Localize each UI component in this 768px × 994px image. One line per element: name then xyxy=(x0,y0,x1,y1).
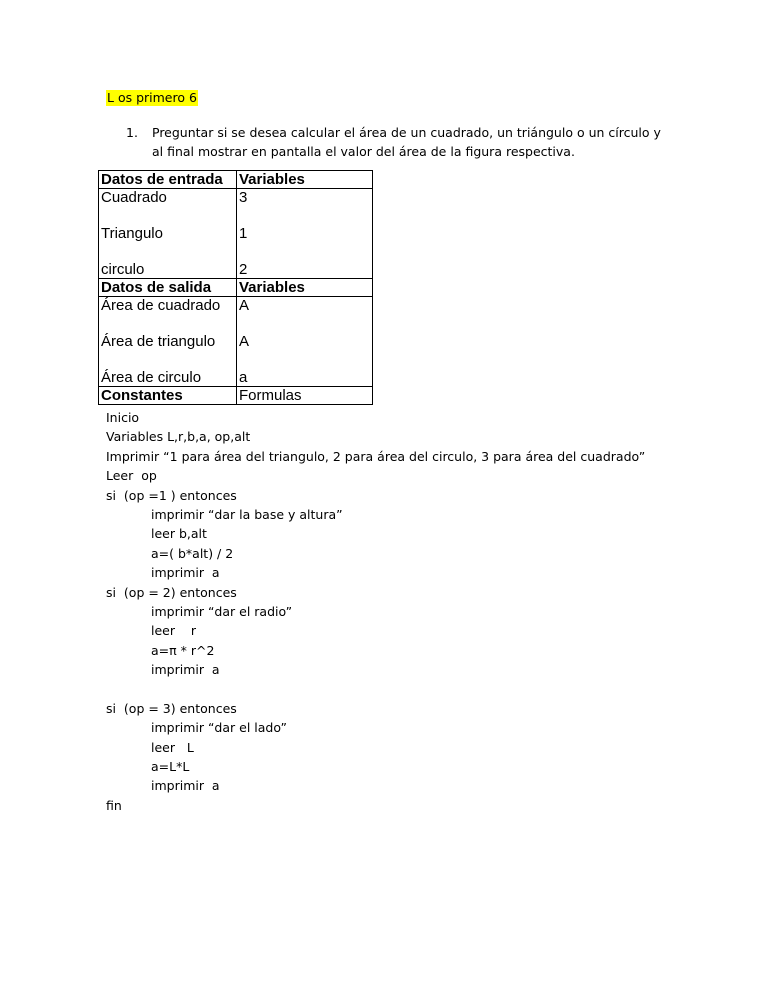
input-header-variables: Variables xyxy=(237,171,373,189)
algorithm-line: Leer op xyxy=(106,468,157,484)
formulas-label: Formulas xyxy=(237,387,373,405)
output-value: a xyxy=(239,369,248,386)
output-name: Área de cuadrado xyxy=(101,297,221,314)
output-header-variables: Variables xyxy=(237,279,373,297)
output-name: Área de triangulo xyxy=(101,333,216,350)
output-rows xyxy=(99,297,373,387)
input-header-label: Datos de entrada xyxy=(99,171,237,189)
highlighted-heading: L os primero 6 xyxy=(107,90,197,105)
question-number: 1. xyxy=(126,125,138,140)
algorithm-line: si (op = 3) entonces xyxy=(106,700,237,716)
input-name: Cuadrado xyxy=(101,189,167,206)
output-value: A xyxy=(239,297,250,314)
output-header-label: Datos de salida xyxy=(99,279,237,297)
constants-row xyxy=(99,387,373,405)
input-value: 2 xyxy=(239,261,248,278)
algorithm-line: imprimir “dar la base y altura” xyxy=(151,506,343,522)
algorithm-line: leer r xyxy=(151,623,197,639)
question-text: Preguntar si se desea calcular el área de un cuadrado, un triángulo o un círculo y al final mostrar en pantalla el valor del área de la figura respectiva. xyxy=(152,125,661,159)
input-name: circulo xyxy=(101,261,145,278)
input-rows xyxy=(99,189,373,279)
algorithm-line: a=L*L xyxy=(151,759,190,775)
constants-label: Constantes xyxy=(99,387,237,405)
algorithm-line: leer L xyxy=(151,739,194,755)
input-header-row xyxy=(99,171,373,189)
algorithm-line: Variables L,r,b,a, op,alt xyxy=(106,429,251,445)
output-header-row xyxy=(99,279,373,297)
output-name: Área de circulo xyxy=(101,369,202,386)
algorithm-line: imprimir a xyxy=(151,778,220,794)
algorithm-line: si (op =1 ) entonces xyxy=(106,487,237,503)
input-name: Triangulo xyxy=(101,225,163,242)
input-value: 1 xyxy=(239,225,248,242)
algorithm-line: Inicio xyxy=(106,410,140,425)
output-value: A xyxy=(239,333,250,350)
algorithm-line: imprimir “dar el radio” xyxy=(151,603,293,619)
algorithm-line: leer b,alt xyxy=(151,526,207,542)
algorithm-line: Imprimir “1 para área del triangulo, 2 para área del circulo, 3 para área del cuadrado” xyxy=(106,448,646,464)
algorithm-line: fin xyxy=(106,797,122,813)
algorithm-line: si (op = 2) entonces xyxy=(106,584,237,600)
algorithm-line: imprimir a xyxy=(151,565,220,581)
algorithm-line: imprimir “dar el lado” xyxy=(151,720,288,736)
algorithm-line: imprimir a xyxy=(151,662,220,678)
algorithm-block xyxy=(106,408,645,815)
algorithm-line: a=π * r^2 xyxy=(151,642,215,658)
input-value: 3 xyxy=(239,189,248,206)
data-table xyxy=(98,170,373,405)
algorithm-line: a=( b*alt) / 2 xyxy=(151,545,234,561)
